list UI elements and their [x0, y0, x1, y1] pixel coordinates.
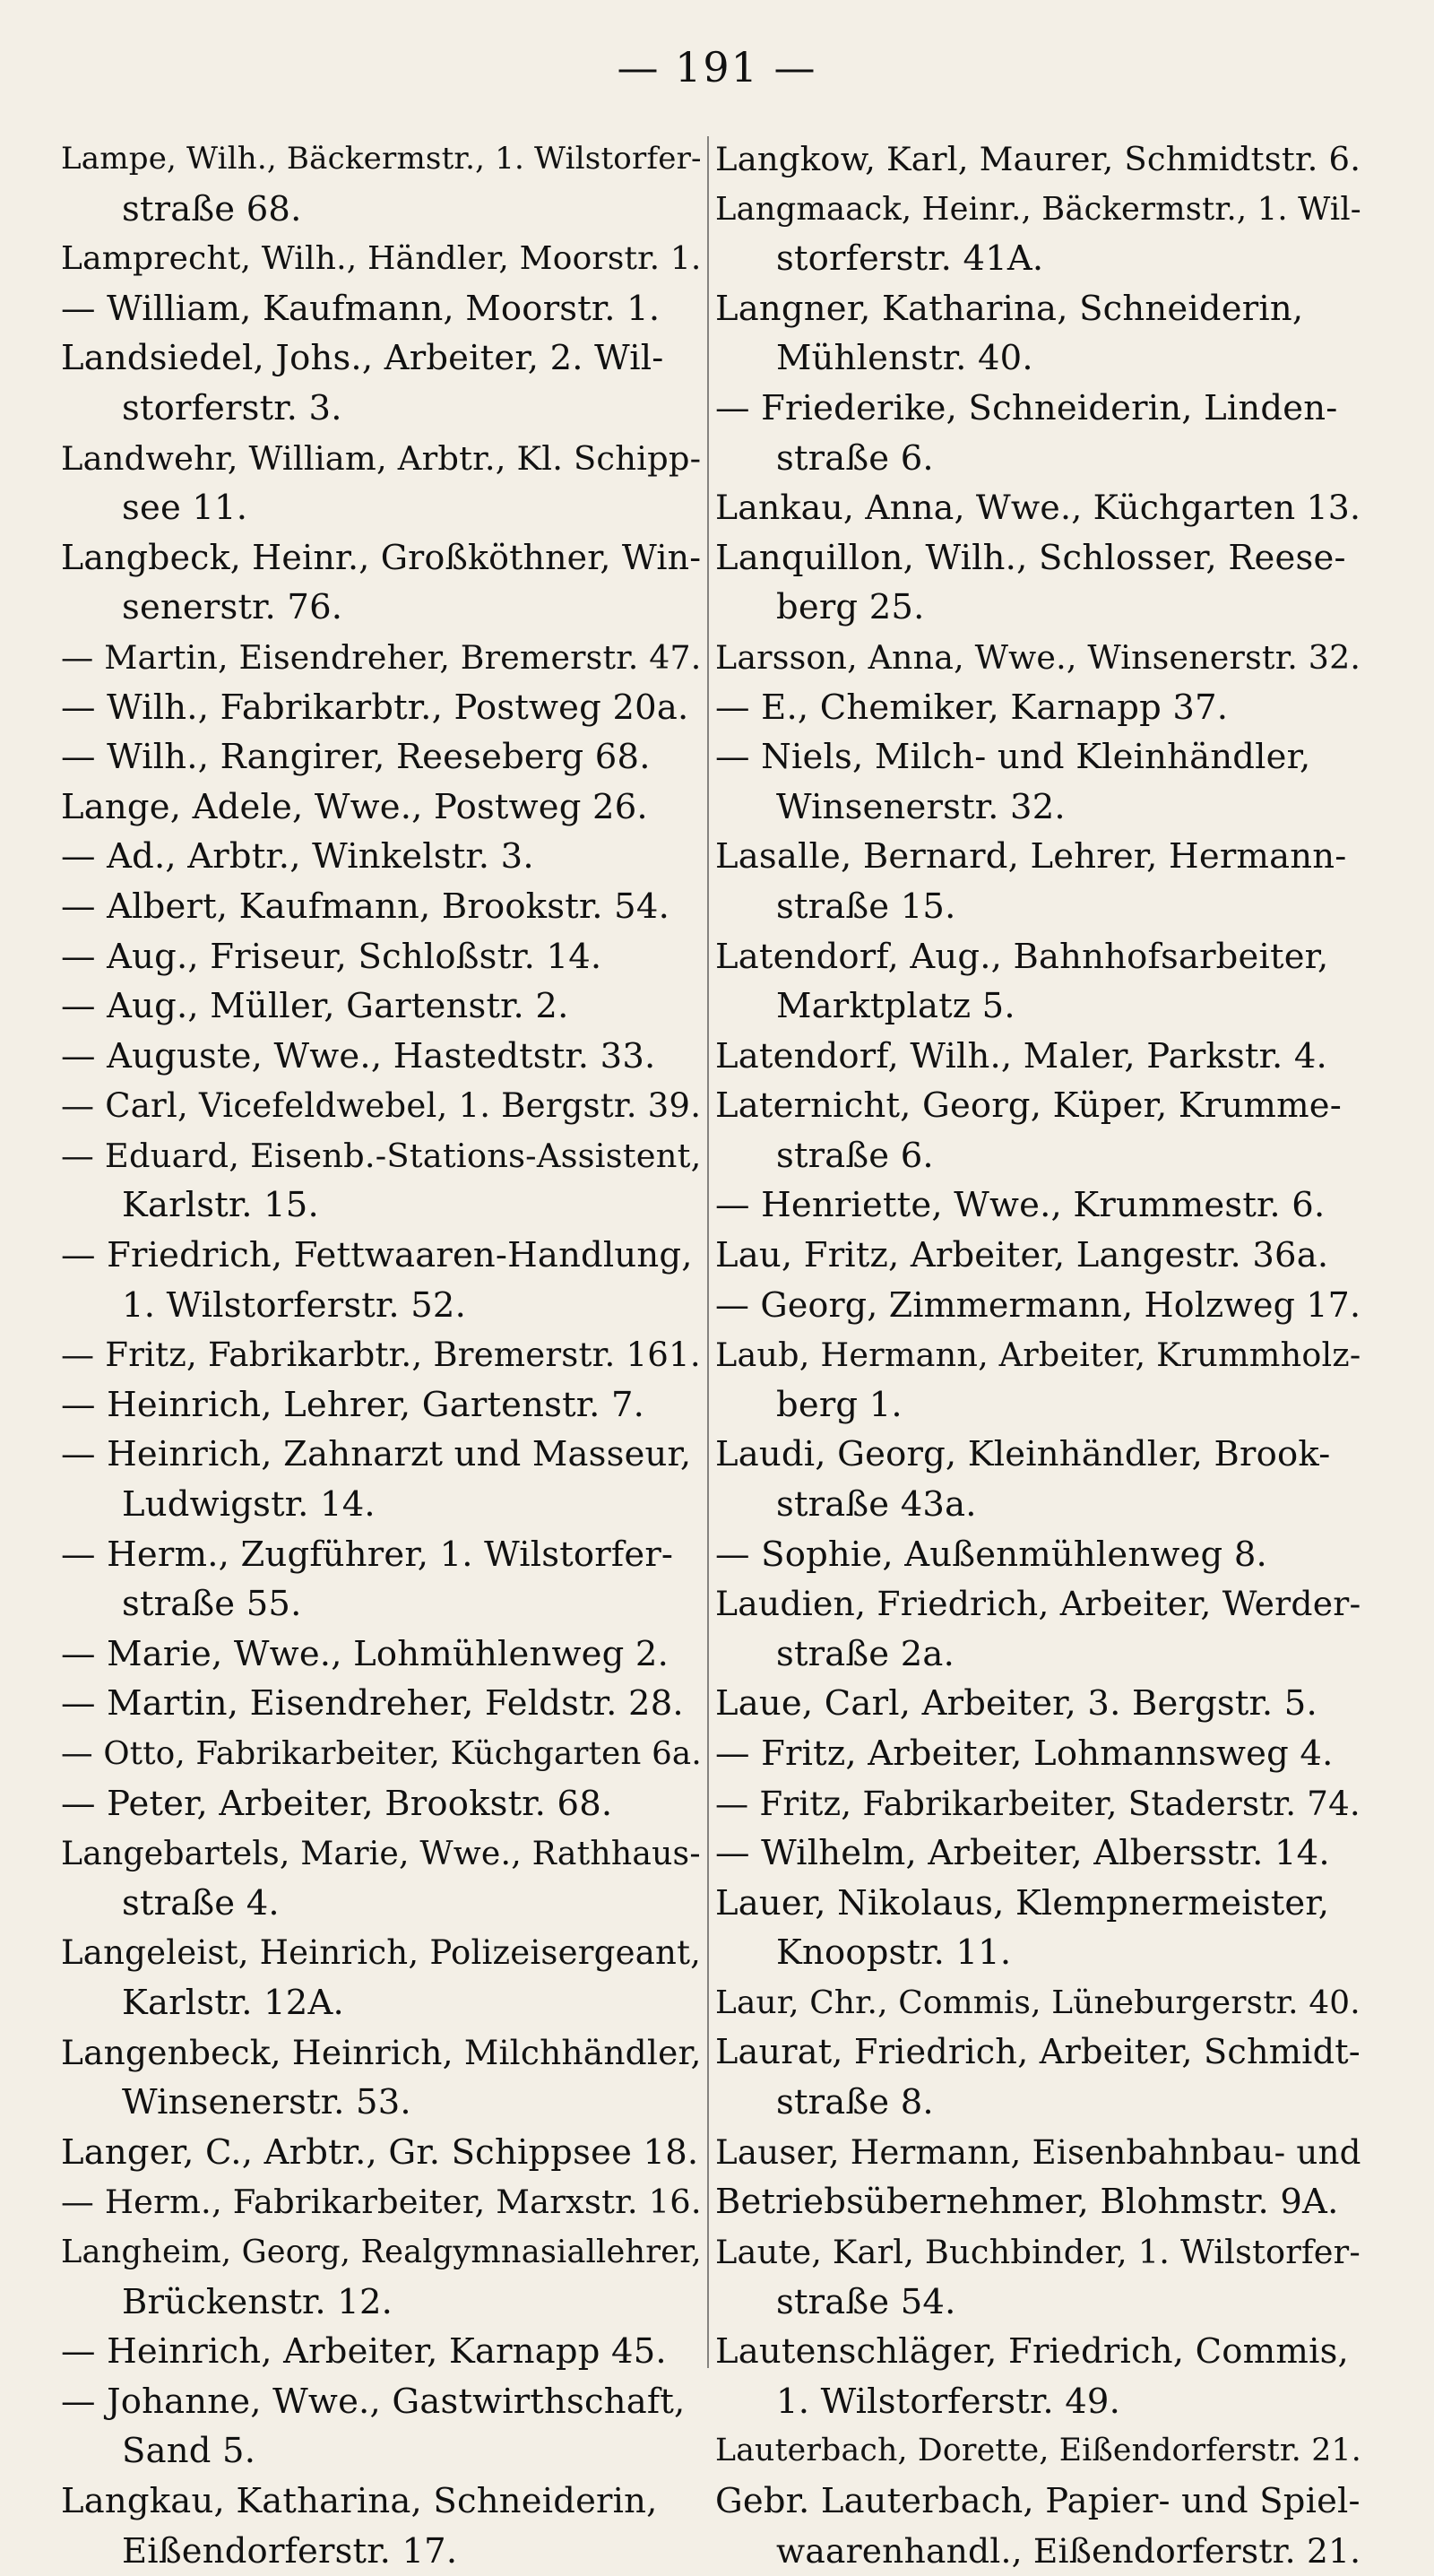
directory-line: storferstr. 3.: [61, 384, 701, 434]
directory-line: Langkau, Katharina, Schneiderin,: [61, 2477, 701, 2527]
directory-line: Lasalle, Bernard, Lehrer, Hermann-: [715, 832, 1361, 882]
directory-line: Langmaack, Heinr., Bäckermstr., 1. Wil-: [715, 185, 1361, 235]
directory-line: Laternicht, Georg, Küper, Krumme-: [715, 1081, 1361, 1131]
directory-line: — Heinrich, Zahnarzt und Masseur,: [61, 1430, 701, 1480]
directory-line: Laue, Carl, Arbeiter, 3. Bergstr. 5.: [715, 1679, 1361, 1729]
directory-line: straße 6.: [715, 1131, 1361, 1181]
directory-line: — Albert, Kaufmann, Brookstr. 54.: [61, 882, 701, 932]
directory-line: 1. Wilstorferstr. 52.: [61, 1281, 701, 1331]
directory-line: Lauser, Hermann, Eisenbahnbau- und: [715, 2128, 1361, 2178]
directory-line: — Wilhelm, Arbeiter, Albersstr. 14.: [715, 1828, 1361, 1879]
directory-line: — Martin, Eisendreher, Bremerstr. 47.: [61, 633, 701, 683]
directory-line: — Carl, Vicefeldwebel, 1. Bergstr. 39.: [61, 1081, 701, 1131]
directory-line: Lampe, Wilh., Bäckermstr., 1. Wilstorfer-: [61, 134, 701, 185]
directory-line: Karlstr. 12A.: [61, 1978, 701, 2028]
directory-line: — Herm., Fabrikarbeiter, Marxstr. 16.: [61, 2177, 701, 2227]
directory-line: — Herm., Zugführer, 1. Wilstorfer-: [61, 1530, 701, 1580]
right-column: [715, 134, 1361, 2576]
directory-line: Laudien, Friedrich, Arbeiter, Werder-: [715, 1579, 1361, 1629]
directory-line: 1. Wilstorferstr. 49.: [715, 2377, 1361, 2427]
directory-line: Sand 5.: [61, 2426, 701, 2477]
column-divider: [707, 136, 709, 2368]
directory-line: — Niels, Milch- und Kleinhändler,: [715, 732, 1361, 782]
directory-line: Latendorf, Aug., Bahnhofsarbeiter,: [715, 932, 1361, 982]
directory-line: waarenhandl., Eißendorferstr. 21.: [715, 2527, 1361, 2576]
directory-line: — Fritz, Arbeiter, Lohmannsweg 4.: [715, 1729, 1361, 1779]
directory-line: — Martin, Eisendreher, Feldstr. 28.: [61, 1679, 701, 1729]
directory-line: Eißendorferstr. 17.: [61, 2527, 701, 2576]
directory-line: — Heinrich, Lehrer, Gartenstr. 7.: [61, 1380, 701, 1431]
directory-line: Marktplatz 5.: [715, 981, 1361, 1032]
directory-line: Lange, Adele, Wwe., Postweg 26.: [61, 782, 701, 833]
directory-line: Karlstr. 15.: [61, 1180, 701, 1231]
directory-line: Lau, Fritz, Arbeiter, Langestr. 36a.: [715, 1231, 1361, 1281]
directory-line: senerstr. 76.: [61, 583, 701, 633]
directory-line: straße 6.: [715, 434, 1361, 484]
directory-line: — Fritz, Fabrikarbeiter, Staderstr. 74.: [715, 1779, 1361, 1829]
directory-line: — William, Kaufmann, Moorstr. 1.: [61, 284, 701, 334]
directory-line: Lautenschläger, Friedrich, Commis,: [715, 2327, 1361, 2377]
directory-line: — Eduard, Eisenb.-Stations-Assistent,: [61, 1131, 701, 1181]
directory-line: Larsson, Anna, Wwe., Winsenerstr. 32.: [715, 633, 1361, 683]
directory-line: Langkow, Karl, Maurer, Schmidtstr. 6.: [715, 134, 1361, 185]
directory-line: Betriebsübernehmer, Blohmstr. 9A.: [715, 2177, 1361, 2227]
directory-line: Winsenerstr. 32.: [715, 782, 1361, 833]
directory-line: Langeleist, Heinrich, Polizeisergeant,: [61, 1928, 701, 1978]
directory-line: berg 25.: [715, 583, 1361, 633]
directory-line: straße 15.: [715, 882, 1361, 932]
directory-line: — Wilh., Fabrikarbtr., Postweg 20a.: [61, 683, 701, 733]
directory-line: see 11.: [61, 483, 701, 533]
directory-line: — Aug., Müller, Gartenstr. 2.: [61, 981, 701, 1032]
directory-line: Lamprecht, Wilh., Händler, Moorstr. 1.: [61, 234, 701, 284]
directory-line: berg 1.: [715, 1380, 1361, 1431]
directory-line: — Sophie, Außenmühlenweg 8.: [715, 1530, 1361, 1580]
directory-line: Langer, C., Arbtr., Gr. Schippsee 18.: [61, 2128, 701, 2178]
directory-line: Laur, Chr., Commis, Lüneburgerstr. 40.: [715, 1978, 1361, 2028]
directory-line: Laurat, Friedrich, Arbeiter, Schmidt-: [715, 2028, 1361, 2079]
directory-line: straße 55.: [61, 1579, 701, 1629]
directory-line: Lankau, Anna, Wwe., Küchgarten 13.: [715, 483, 1361, 533]
directory-line: — E., Chemiker, Karnapp 37.: [715, 683, 1361, 733]
directory-line: — Henriette, Wwe., Krummestr. 6.: [715, 1180, 1361, 1231]
directory-line: — Otto, Fabrikarbeiter, Küchgarten 6a.: [61, 1729, 701, 1779]
directory-line: — Wilh., Rangirer, Reeseberg 68.: [61, 732, 701, 782]
directory-line: Brückenstr. 12.: [61, 2278, 701, 2328]
directory-line: Langebartels, Marie, Wwe., Rathhaus-: [61, 1828, 701, 1879]
directory-line: Laudi, Georg, Kleinhändler, Brook-: [715, 1430, 1361, 1480]
directory-line: straße 54.: [715, 2278, 1361, 2328]
directory-line: Laute, Karl, Buchbinder, 1. Wilstorfer-: [715, 2227, 1361, 2278]
directory-line: Gebr. Lauterbach, Papier- und Spiel-: [715, 2477, 1361, 2527]
left-column: [61, 134, 701, 2576]
directory-line: straße 43a.: [715, 1480, 1361, 1530]
directory-line: Landsiedel, Johs., Arbeiter, 2. Wil-: [61, 333, 701, 384]
directory-line: Landwehr, William, Arbtr., Kl. Schipp-: [61, 434, 701, 484]
directory-line: — Ad., Arbtr., Winkelstr. 3.: [61, 832, 701, 882]
directory-line: storferstr. 41A.: [715, 234, 1361, 284]
directory-line: Langenbeck, Heinrich, Milchhändler,: [61, 2028, 701, 2079]
directory-line: Lauterbach, Dorette, Eißendorferstr. 21.: [715, 2426, 1361, 2477]
directory-line: Lanquillon, Wilh., Schlosser, Reese-: [715, 533, 1361, 583]
directory-line: straße 4.: [61, 1879, 701, 1929]
page-number: — 191 —: [0, 47, 1434, 88]
directory-line: — Auguste, Wwe., Hastedtstr. 33.: [61, 1032, 701, 1082]
directory-line: straße 8.: [715, 2078, 1361, 2128]
directory-line: Mühlenstr. 40.: [715, 333, 1361, 384]
directory-line: — Aug., Friseur, Schloßstr. 14.: [61, 932, 701, 982]
directory-line: Langheim, Georg, Realgymnasiallehrer,: [61, 2227, 701, 2278]
directory-line: — Friedrich, Fettwaaren-Handlung,: [61, 1231, 701, 1281]
directory-line: Laub, Hermann, Arbeiter, Krummholz-: [715, 1330, 1361, 1380]
directory-line: Ludwigstr. 14.: [61, 1480, 701, 1530]
directory-line: Latendorf, Wilh., Maler, Parkstr. 4.: [715, 1032, 1361, 1082]
directory-line: straße 68.: [61, 185, 701, 235]
directory-line: Langner, Katharina, Schneiderin,: [715, 284, 1361, 334]
directory-line: — Peter, Arbeiter, Brookstr. 68.: [61, 1779, 701, 1829]
directory-line: — Johanne, Wwe., Gastwirthschaft,: [61, 2377, 701, 2427]
directory-line: Langbeck, Heinr., Großköthner, Win-: [61, 533, 701, 583]
directory-line: — Heinrich, Arbeiter, Karnapp 45.: [61, 2327, 701, 2377]
directory-line: — Marie, Wwe., Lohmühlenweg 2.: [61, 1629, 701, 1680]
directory-line: Lauer, Nikolaus, Klempnermeister,: [715, 1879, 1361, 1929]
directory-line: straße 2a.: [715, 1629, 1361, 1680]
directory-line: — Fritz, Fabrikarbtr., Bremerstr. 161.: [61, 1330, 701, 1380]
directory-line: — Georg, Zimmermann, Holzweg 17.: [715, 1281, 1361, 1331]
directory-line: — Friederike, Schneiderin, Linden-: [715, 384, 1361, 434]
directory-line: Knoopstr. 11.: [715, 1928, 1361, 1978]
directory-line: Winsenerstr. 53.: [61, 2078, 701, 2128]
